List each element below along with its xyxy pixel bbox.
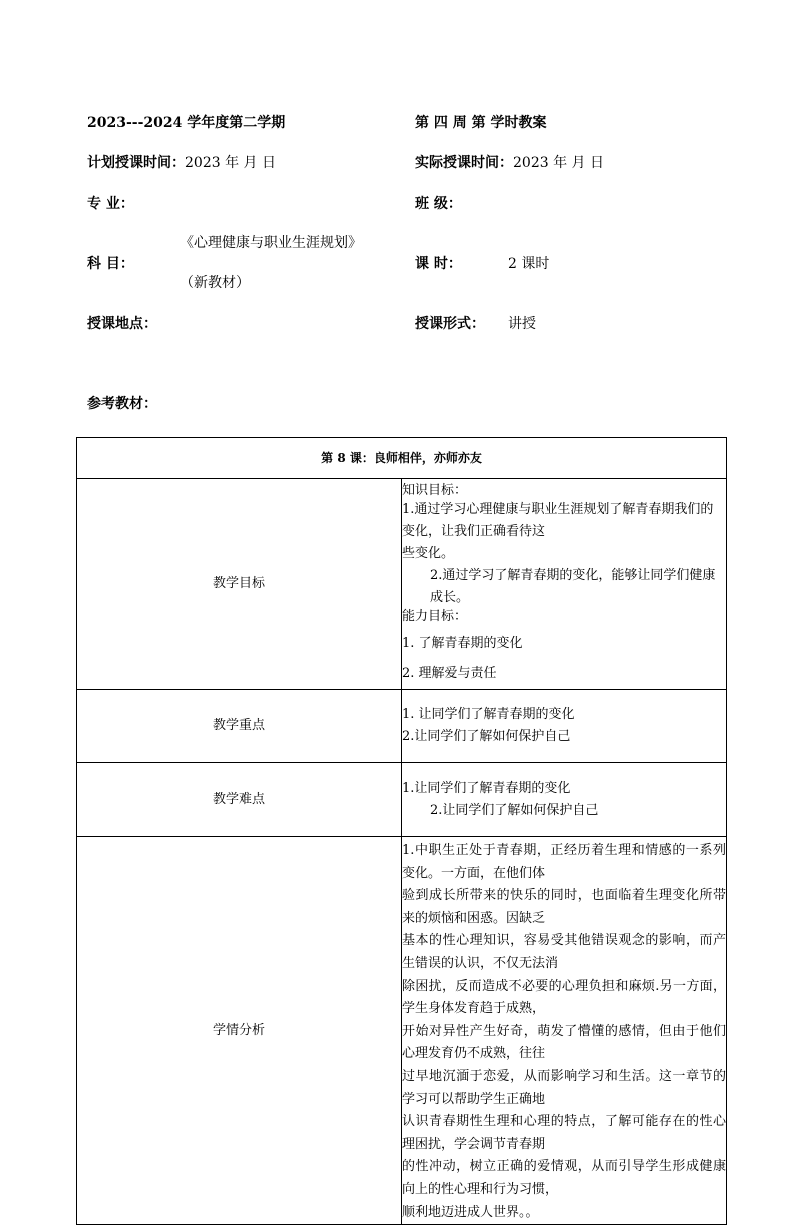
subject-label: 科 目： (87, 256, 134, 272)
content-line: 2.让同学们了解如何保护自己 (430, 802, 599, 818)
row-content-key-points (402, 690, 727, 763)
content-line: 能力目标： (402, 609, 468, 624)
content-line: 的性冲动，树立正确的爱情观，从而引导学生形成健康向上的性心理和行为习惯， (402, 1159, 726, 1197)
hours-value: 2 课时 (508, 256, 550, 272)
row-content-teaching-goals (402, 479, 727, 690)
semester-title: 2023---2024 学年度第二学期 (87, 115, 286, 131)
content-line: 1.中职生正处于青春期，正经历着生理和情感的一系列变化。一方面，在他们体 (402, 843, 726, 881)
lesson-title: 第 8 课：良师相伴，亦师亦友 (77, 438, 727, 479)
lesson-plan-table (76, 437, 727, 1225)
content-line: 2.让同学们了解如何保护自己 (402, 729, 571, 744)
row-label-student-analysis: 学情分析 (77, 837, 402, 1225)
content-line: 基本的性心理知识，容易受其他错误观念的影响，而产生错误的认识，不仅无法消 (402, 933, 726, 971)
hours-label: 课 时： (415, 256, 462, 272)
table-row (77, 690, 727, 763)
location-label: 授课地点： (87, 316, 157, 332)
content-line: 过早地沉湎于恋爱，从而影响学习和生活。这一章节的学习可以帮助学生正确地 (402, 1068, 726, 1107)
content-line: 些变化。 (402, 546, 455, 561)
reference-label: 参考教材： (87, 396, 157, 412)
table-row (77, 837, 727, 1225)
subject-value-line1: 《心理健康与职业生涯规划》 (180, 235, 362, 251)
content-line: 2.通过学习了解青春期的变化，能够让同学们健康成长。 (430, 568, 716, 605)
row-label-difficulties: 教学难点 (77, 763, 402, 837)
subject-value-line2: （新教材） (180, 275, 250, 291)
content-line: 1.通过学习心理健康与职业生涯规划了解青春期我们的变化，让我们正确看待这 (402, 502, 714, 539)
actual-time (415, 154, 604, 172)
plan-time-label: 计划授课时间： (87, 155, 185, 171)
content-line: 认识青春期性生理和心理的特点，了解可能存在的性心理困扰，学会调节青春期 (402, 1114, 726, 1152)
table-row (77, 763, 727, 837)
plan-time-value: 2023 年 月 日 (185, 155, 276, 171)
table-row (77, 479, 727, 690)
row-label-teaching-goals: 教学目标 (77, 479, 402, 690)
row-label-key-points: 教学重点 (77, 690, 402, 763)
content-line: 开始对异性产生好奇，萌发了懵懂的感情，但由于他们心理发育仍不成熟，往往 (402, 1023, 726, 1062)
plan-time (87, 154, 276, 172)
row-content-difficulties (402, 763, 727, 837)
major-label: 专 业： (87, 196, 134, 212)
content-line: 2. 理解爱与责任 (402, 666, 497, 681)
content-line: 1.让同学们了解青春期的变化 (402, 780, 571, 796)
week-plan-title: 第 四 周 第 学时教案 (415, 115, 547, 131)
form-label: 授课形式： (415, 316, 485, 332)
content-line: 1. 了解青春期的变化 (402, 636, 523, 651)
actual-time-label: 实际授课时间： (415, 155, 513, 171)
content-line: 除困扰，反而造成不必要的心理负担和麻烦.另一方面，学生身体发育趋于成熟， (402, 978, 726, 1017)
form-value: 讲授 (508, 316, 536, 332)
content-line: 1. 让同学们了解青春期的变化 (402, 707, 575, 722)
class-label: 班 级： (415, 196, 462, 212)
actual-time-value: 2023 年 月 日 (513, 155, 604, 171)
content-line: 知识目标： (402, 483, 468, 498)
content-line: 验到成长所带来的快乐的同时，也面临着生理变化所带来的烦恼和困惑。因缺乏 (402, 888, 726, 926)
content-line: 顺利地迈进成人世界。。 (402, 1204, 539, 1220)
table-row (77, 438, 727, 479)
row-content-student-analysis (402, 837, 727, 1225)
